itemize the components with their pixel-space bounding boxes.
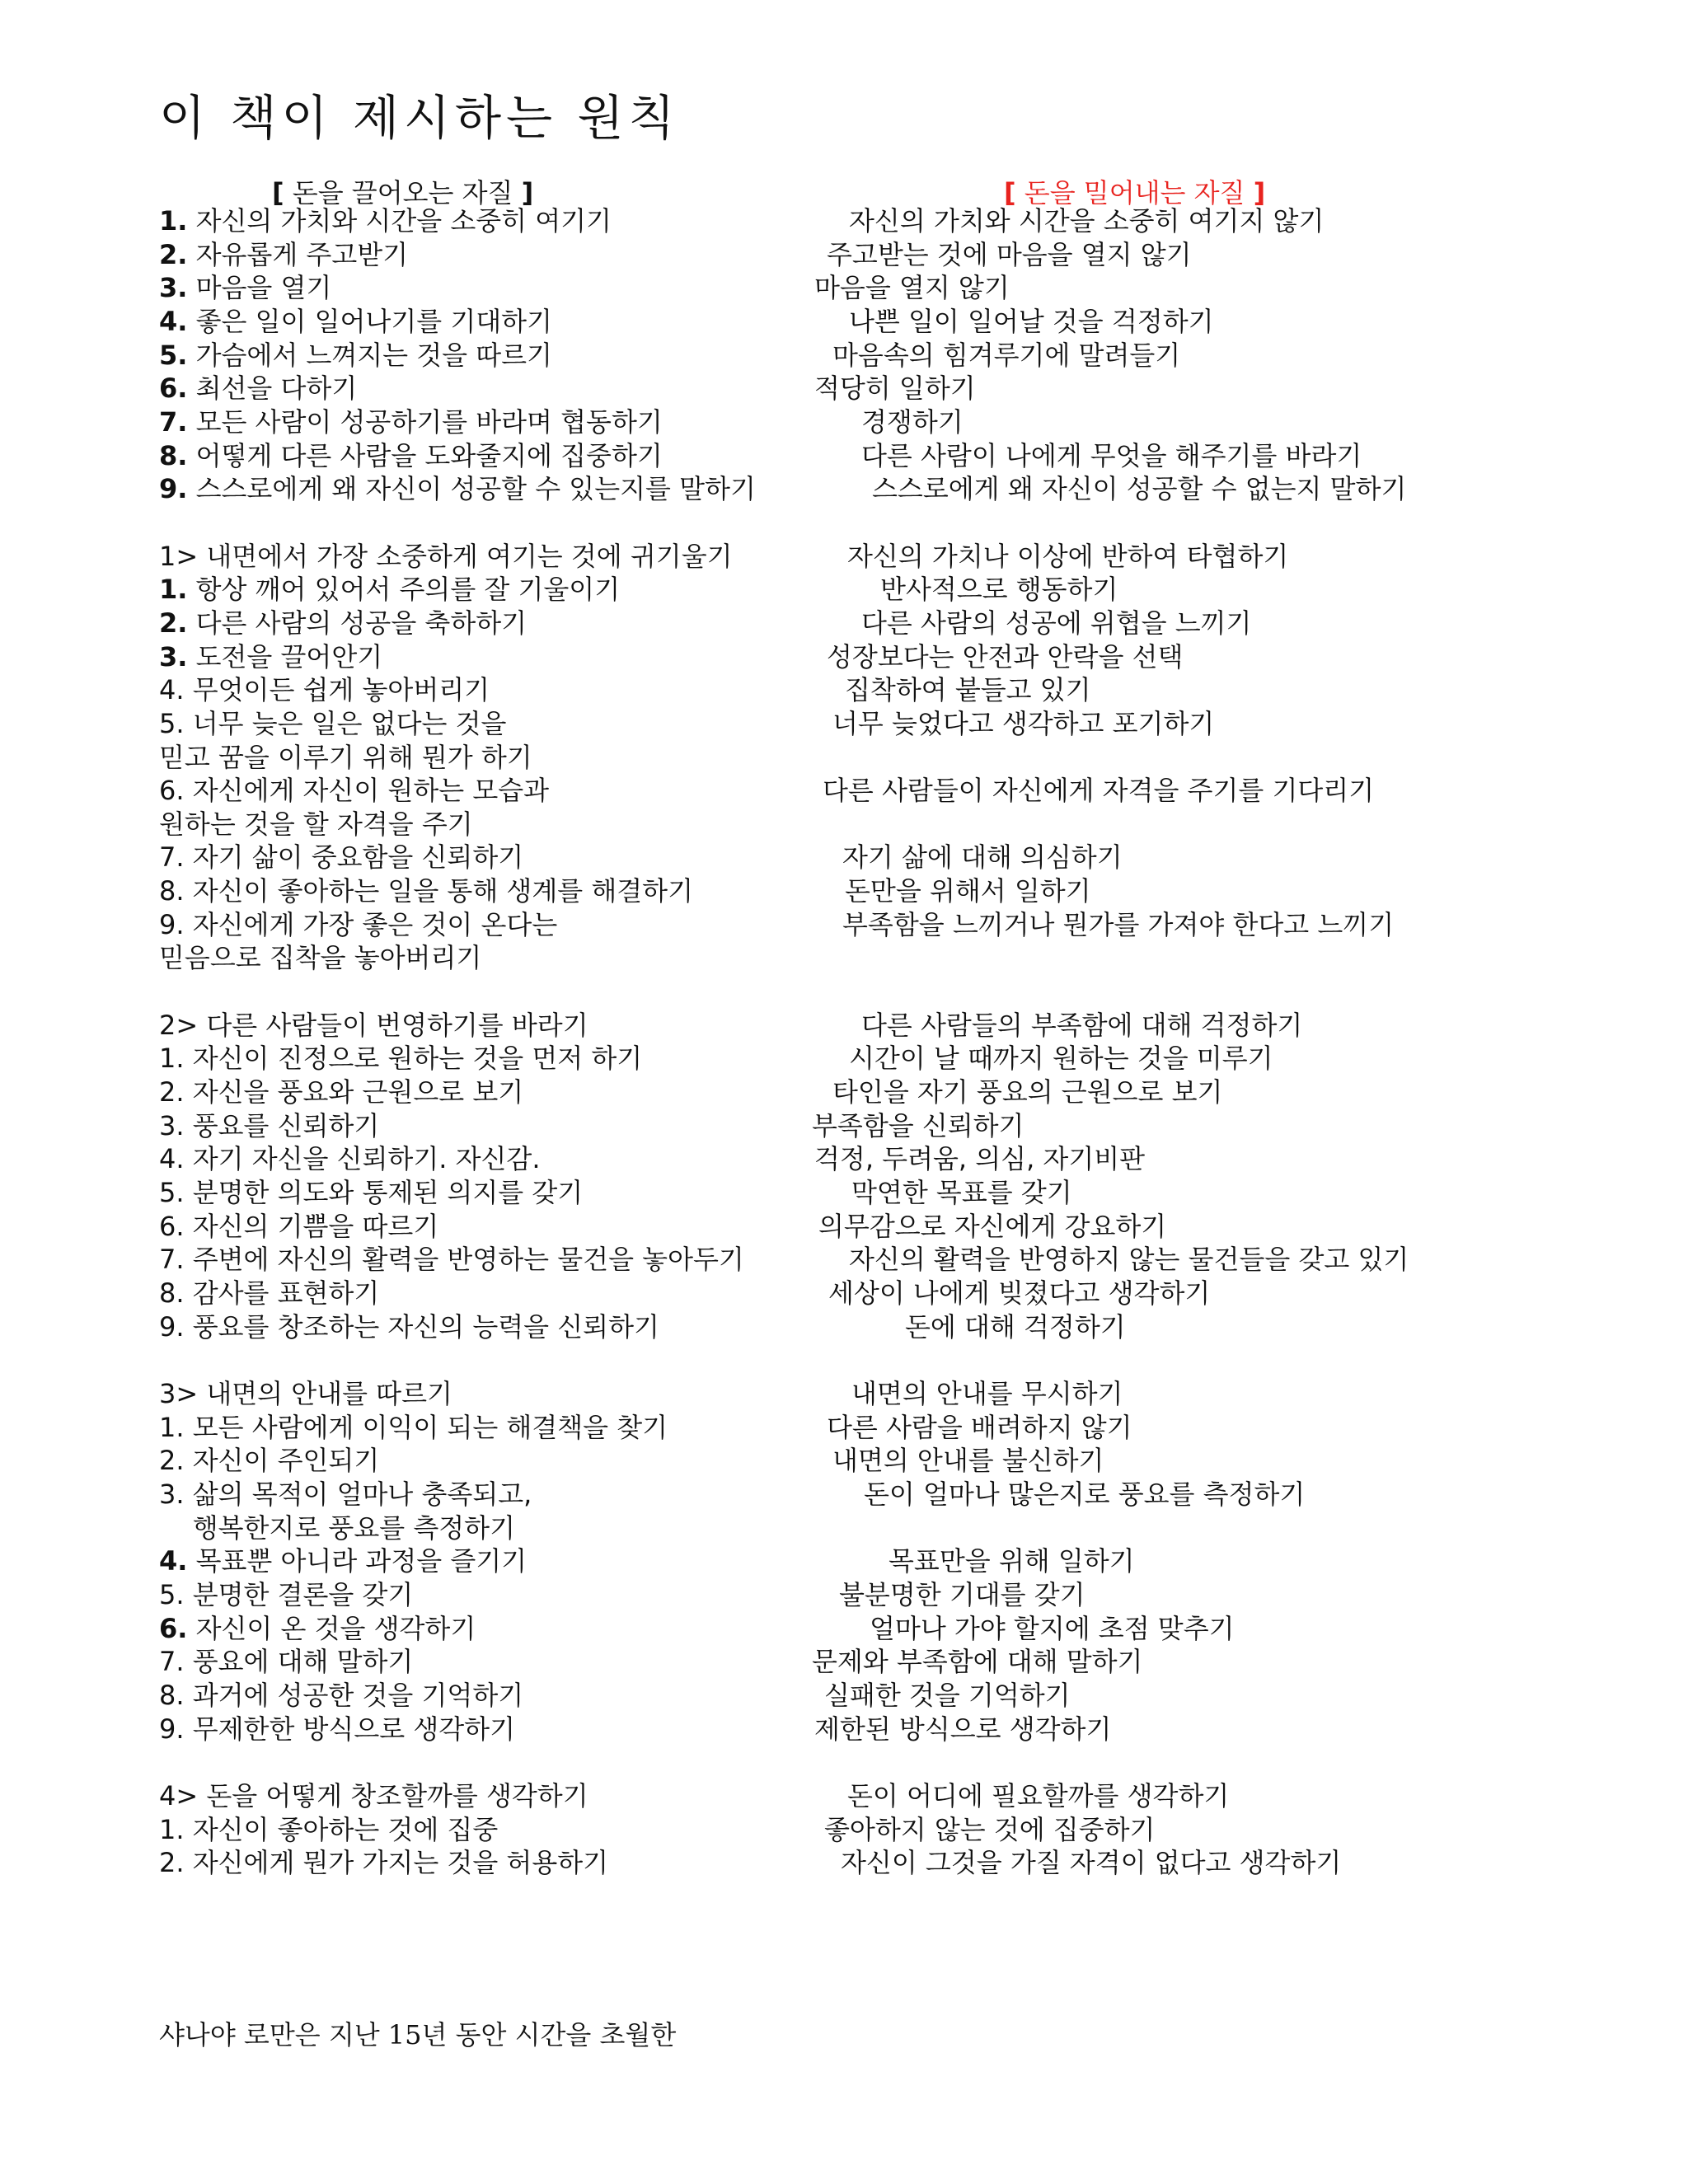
right-line: 다른 사람들이 자신에게 자격을 주기를 기다리기 bbox=[823, 775, 1375, 807]
right-line: 자기 삶에 대해 의심하기 bbox=[842, 841, 1123, 874]
item-number: 7. bbox=[159, 1244, 185, 1276]
right-line: 세상이 나에게 빚졌다고 생각하기 bbox=[828, 1277, 1211, 1309]
footer-text: 샤나야 로만은 지난 15년 동안 시간을 초월한 bbox=[159, 2019, 677, 2050]
left-line-text: 분명한 의도와 통제된 의지를 갖기 bbox=[192, 1177, 584, 1209]
item-number: 8. bbox=[159, 875, 185, 907]
left-line-text: 자신에게 뭔가 가지는 것을 허용하기 bbox=[192, 1847, 609, 1879]
left-line-text: 자신을 풍요와 근원으로 보기 bbox=[192, 1076, 524, 1108]
item-number: 1. bbox=[159, 1411, 185, 1443]
right-line bbox=[0, 941, 1409, 975]
item-number: 4> bbox=[159, 1779, 199, 1811]
left-line-text: 자유롭게 주고받기 bbox=[195, 238, 409, 270]
item-number: 5. bbox=[159, 339, 188, 371]
left-line-text: 원하는 것을 할 자격을 주기 bbox=[159, 808, 473, 840]
right-line: 내면의 안내를 불신하기 bbox=[832, 1445, 1104, 1477]
right-line bbox=[0, 1746, 1409, 1779]
left-line-text: 자신의 가치와 시간을 소중히 여기기 bbox=[195, 205, 612, 237]
left-line-text: 마음을 열기 bbox=[195, 272, 332, 304]
left-line-text: 다른 사람들이 번영하기를 바라기 bbox=[206, 1009, 588, 1041]
item-number: 7. bbox=[159, 405, 188, 438]
right-line bbox=[0, 506, 1409, 540]
left-line-text: 항상 깨어 있어서 주의를 잘 기울이기 bbox=[195, 574, 621, 606]
item-number: 5. bbox=[159, 1177, 185, 1209]
right-line: 시간이 날 때까지 원하는 것을 미루기 bbox=[849, 1043, 1273, 1075]
left-line-text: 과거에 성공한 것을 기억하기 bbox=[192, 1679, 524, 1711]
right-line: 자신의 활력을 반영하지 않는 물건들을 갖고 있기 bbox=[849, 1244, 1409, 1276]
right-line bbox=[0, 741, 1409, 775]
item-number: 2. bbox=[159, 1076, 185, 1108]
left-line-text: 목표뿐 아니라 과정을 즐기기 bbox=[195, 1545, 528, 1577]
right-line bbox=[0, 1511, 1409, 1545]
left-line-text: 자신에게 자신이 원하는 모습과 bbox=[192, 775, 550, 807]
item-number: 9. bbox=[159, 1713, 185, 1745]
bracket-close: ] bbox=[521, 177, 534, 209]
bracket-close: ] bbox=[1253, 177, 1266, 209]
right-line: 부족함을 느끼거나 뭔가를 가져야 한다고 느끼기 bbox=[842, 908, 1395, 940]
item-number: 2> bbox=[159, 1009, 199, 1041]
left-line-text: 풍요를 창조하는 자신의 능력을 신뢰하기 bbox=[192, 1310, 659, 1343]
right-line: 돈이 얼마나 많은지로 풍요를 측정하기 bbox=[864, 1478, 1306, 1510]
right-line: 마음속의 힘겨루기에 말려들기 bbox=[832, 339, 1181, 371]
left-line-text: 너무 늦은 일은 없다는 것을 bbox=[192, 707, 507, 739]
item-number: 5. bbox=[159, 1578, 185, 1610]
item-number: 2. bbox=[159, 238, 188, 270]
item-number: 3. bbox=[159, 272, 188, 304]
item-number: 4. bbox=[159, 1143, 185, 1175]
item-number: 8. bbox=[159, 439, 188, 471]
bracket-open: [ bbox=[272, 177, 284, 209]
item-number: 8. bbox=[159, 1277, 185, 1309]
item-number: 1. bbox=[159, 1043, 185, 1075]
left-line-text: 무제한한 방식으로 생각하기 bbox=[192, 1713, 515, 1745]
item-number: 4. bbox=[159, 674, 185, 706]
right-line: 실패한 것을 기억하기 bbox=[824, 1679, 1071, 1711]
left-line-text: 주변에 자신의 활력을 반영하는 물건을 놓아두기 bbox=[192, 1244, 744, 1276]
right-line: 자신의 가치나 이상에 반하여 타협하기 bbox=[847, 540, 1289, 572]
item-number: 9. bbox=[159, 1310, 185, 1343]
left-line-text: 스스로에게 왜 자신이 성공할 수 있는지를 말하기 bbox=[195, 473, 756, 505]
right-line: 막연한 목표를 갖기 bbox=[851, 1177, 1072, 1209]
item-number: 4. bbox=[159, 305, 188, 337]
right-line: 걱정, 두려움, 의심, 자기비판 bbox=[814, 1143, 1146, 1175]
right-line: 다른 사람이 나에게 무엇을 해주기를 바라기 bbox=[861, 439, 1362, 471]
item-number: 6. bbox=[159, 1210, 185, 1242]
right-line: 적당히 일하기 bbox=[814, 373, 976, 405]
item-number: 1. bbox=[159, 205, 188, 237]
right-line: 좋아하지 않는 것에 집중하기 bbox=[824, 1813, 1156, 1845]
left-line-text: 자신이 주인되기 bbox=[192, 1445, 380, 1477]
item-number: 6. bbox=[159, 373, 188, 405]
right-line: 의무감으로 자신에게 강요하기 bbox=[818, 1210, 1167, 1242]
right-line: 나쁜 일이 일어날 것을 걱정하기 bbox=[849, 305, 1214, 337]
item-number: 1. bbox=[159, 1813, 185, 1845]
right-line: 돈이 어디에 필요할까를 생각하기 bbox=[847, 1779, 1230, 1811]
left-header-text: 돈을 끌어오는 자질 bbox=[292, 177, 513, 209]
right-line bbox=[0, 808, 1409, 841]
right-line: 다른 사람을 배려하지 않기 bbox=[827, 1411, 1132, 1443]
page-title: 이 책이 제시하는 원칙 bbox=[159, 90, 680, 146]
left-line-text: 풍요를 신뢰하기 bbox=[192, 1109, 380, 1141]
item-number: 2. bbox=[159, 1445, 185, 1477]
right-line: 돈에 대해 걱정하기 bbox=[905, 1310, 1126, 1343]
right-line: 너무 늦었다고 생각하고 포기하기 bbox=[832, 707, 1215, 739]
bracket-open: [ bbox=[1004, 177, 1016, 209]
left-line-text: 자신이 온 것을 생각하기 bbox=[195, 1612, 476, 1644]
item-number: 2. bbox=[159, 607, 188, 639]
right-line: 반사적으로 행동하기 bbox=[880, 574, 1118, 606]
right-line: 주고받는 것에 마음을 열지 않기 bbox=[827, 238, 1192, 270]
item-number: 6. bbox=[159, 1612, 188, 1644]
item-number: 1. bbox=[159, 574, 188, 606]
left-line-text: 내면에서 가장 소중하게 여기는 것에 귀기울기 bbox=[206, 540, 733, 572]
left-line-text: 무엇이든 쉽게 놓아버리기 bbox=[192, 674, 490, 706]
right-line bbox=[0, 975, 1409, 1009]
item-number: 3> bbox=[159, 1377, 199, 1409]
left-line-text: 풍요에 대해 말하기 bbox=[192, 1646, 414, 1678]
right-line: 돈만을 위해서 일하기 bbox=[845, 875, 1091, 907]
left-line-text: 모든 사람에게 이익이 되는 해결책을 찾기 bbox=[192, 1411, 668, 1443]
right-line: 다른 사람의 성공에 위협을 느끼기 bbox=[861, 607, 1252, 639]
left-line-text: 돈을 어떻게 창조할까를 생각하기 bbox=[206, 1779, 588, 1811]
right-line bbox=[0, 1343, 1409, 1377]
item-number: 7. bbox=[159, 841, 185, 874]
left-line-text: 도전을 끌어안기 bbox=[195, 640, 383, 673]
left-line-text: 자신이 좋아하는 것에 집중 bbox=[192, 1813, 499, 1845]
item-number: 3. bbox=[159, 1109, 185, 1141]
item-number: 8. bbox=[159, 1679, 185, 1711]
right-line: 다른 사람들의 부족함에 대해 걱정하기 bbox=[861, 1009, 1303, 1041]
right-line: 제한된 방식으로 생각하기 bbox=[814, 1713, 1112, 1745]
left-line-text: 믿고 꿈을 이루기 위해 뭔가 하기 bbox=[159, 741, 532, 773]
left-line-text: 최선을 다하기 bbox=[195, 373, 358, 405]
right-line: 자신의 가치와 시간을 소중히 여기지 않기 bbox=[849, 205, 1325, 237]
right-line: 자신이 그것을 가질 자격이 없다고 생각하기 bbox=[841, 1847, 1342, 1879]
left-line-text: 행복한지로 풍요를 측정하기 bbox=[159, 1511, 515, 1544]
item-number: 9. bbox=[159, 473, 188, 505]
left-line-text: 다른 사람의 성공을 축하하기 bbox=[195, 607, 528, 639]
left-line-text: 감사를 표현하기 bbox=[192, 1277, 380, 1309]
item-number: 1> bbox=[159, 540, 199, 572]
item-number: 7. bbox=[159, 1646, 185, 1678]
right-header-text: 돈을 밀어내는 자질 bbox=[1024, 177, 1245, 209]
right-line: 부족함을 신뢰하기 bbox=[812, 1109, 1025, 1141]
right-line: 얼마나 가야 할지에 초점 맞추기 bbox=[870, 1612, 1235, 1644]
left-line-text: 어떻게 다른 사람을 도와줄지에 집중하기 bbox=[195, 439, 663, 471]
left-line-text: 가슴에서 느껴지는 것을 따르기 bbox=[195, 339, 552, 371]
left-line-text: 삶의 목적이 얼마나 충족되고, bbox=[192, 1478, 532, 1510]
right-line: 목표만을 위해 일하기 bbox=[889, 1545, 1135, 1577]
item-number: 2. bbox=[159, 1847, 185, 1879]
right-line: 문제와 부족함에 대해 말하기 bbox=[812, 1646, 1143, 1678]
right-line: 성장보다는 안전과 안락을 선택 bbox=[827, 640, 1184, 673]
left-line-text: 자신이 좋아하는 일을 통해 생계를 해결하기 bbox=[192, 875, 693, 907]
left-line-text: 분명한 결론을 갖기 bbox=[192, 1578, 414, 1610]
right-line: 경쟁하기 bbox=[861, 405, 964, 438]
right-line: 내면의 안내를 무시하기 bbox=[851, 1377, 1123, 1409]
left-line-text: 믿음으로 집착을 놓아버리기 bbox=[159, 942, 482, 974]
left-line-text: 좋은 일이 일어나기를 기대하기 bbox=[195, 305, 552, 337]
left-line-text: 모든 사람이 성공하기를 바라며 협동하기 bbox=[195, 405, 663, 438]
item-number: 9. bbox=[159, 908, 185, 940]
left-line-text: 자기 자신을 신뢰하기. 자신감. bbox=[192, 1143, 541, 1175]
right-line: 스스로에게 왜 자신이 성공할 수 없는지 말하기 bbox=[872, 473, 1407, 505]
right-line: 집착하여 붙들고 있기 bbox=[845, 674, 1091, 706]
item-number: 6. bbox=[159, 775, 185, 807]
item-number: 3. bbox=[159, 1478, 185, 1510]
right-line: 타인을 자기 풍요의 근원으로 보기 bbox=[832, 1076, 1223, 1108]
item-number: 4. bbox=[159, 1545, 188, 1577]
left-line-text: 자신의 기쁨을 따르기 bbox=[192, 1210, 439, 1242]
left-line-text: 내면의 안내를 따르기 bbox=[206, 1377, 452, 1409]
left-line-text: 자기 삶이 중요함을 신뢰하기 bbox=[192, 841, 524, 874]
item-number: 3. bbox=[159, 640, 188, 673]
right-line: 마음을 열지 않기 bbox=[814, 272, 1010, 304]
item-number: 5. bbox=[159, 707, 185, 739]
left-line-text: 자신이 진정으로 원하는 것을 먼저 하기 bbox=[192, 1043, 643, 1075]
left-line-text: 자신에게 가장 좋은 것이 온다는 bbox=[192, 908, 558, 940]
right-column bbox=[0, 204, 1409, 1880]
right-line: 불분명한 기대를 갖기 bbox=[839, 1578, 1085, 1610]
